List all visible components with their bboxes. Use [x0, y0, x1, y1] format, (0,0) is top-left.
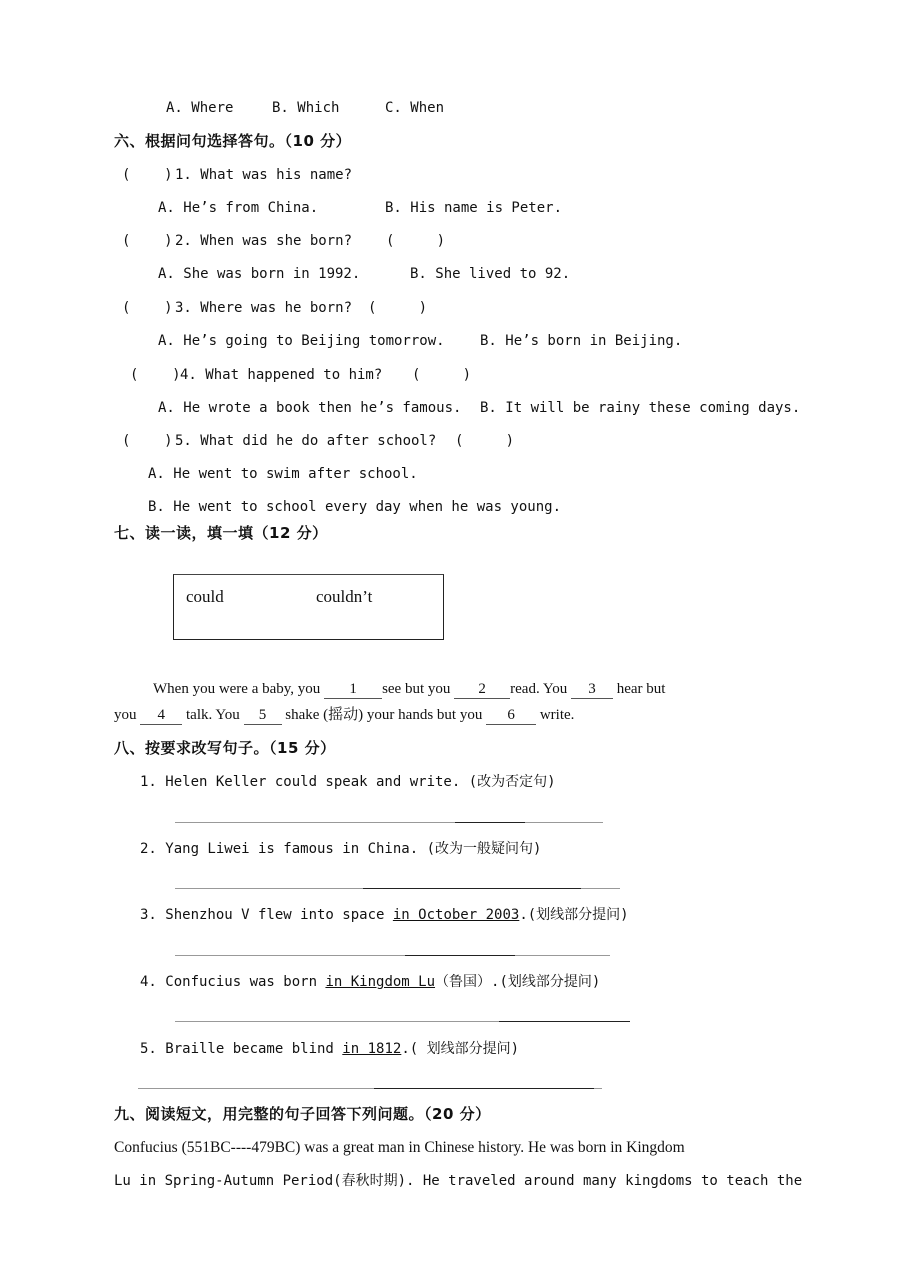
passage-line-1 [153, 680, 665, 699]
passage-text: shake (摇动) your hands but you [281, 707, 487, 723]
answer-bracket[interactable]: ( ) [130, 367, 181, 383]
section9-title: 九、阅读短文，用完整的句子回答下列问题。（20 分） [114, 1105, 491, 1123]
passage-text: you [114, 707, 141, 723]
option-a: A. Where [166, 100, 234, 116]
passage-line-2 [114, 706, 574, 725]
item-instruction: .( 划线部分提问) [401, 1041, 520, 1057]
word-bank-box [173, 574, 444, 640]
trailing-bracket: ( ) [368, 300, 428, 316]
answer-bracket[interactable]: ( ) [122, 167, 173, 183]
answer-bracket[interactable]: ( ) [122, 300, 173, 316]
q2-option-b: B. She lived to 92. [410, 266, 571, 282]
underlined-phrase: in Kingdom Lu [325, 974, 436, 990]
reading-line-2: Lu in Spring-Autumn Period(春秋时期). He traveled around many kingdoms to teach the [114, 1173, 803, 1189]
answer-line-1[interactable] [175, 822, 603, 823]
answer-bracket[interactable]: ( ) [122, 233, 173, 249]
section6-title: 六、根据问句选择答句。（10 分） [114, 132, 352, 150]
passage-text: write. [536, 707, 575, 723]
item-instruction: （鲁国）.(划线部分提问) [435, 974, 601, 990]
blank-3[interactable]: 3 [571, 680, 613, 699]
item-text: 5. Braille became blind [140, 1041, 343, 1057]
rewrite-item-5 [140, 1040, 519, 1058]
section7-title: 七、读一读，填一填（12 分） [114, 524, 328, 542]
item-instruction: (改为否定句) [460, 774, 556, 790]
underlined-phrase: in October 2003 [392, 907, 520, 923]
item-instruction: .(划线部分提问) [519, 907, 629, 923]
reading-line-1: Confucius (551BC----479BC) was a great man in Chinese history. He was born in Kingdom [114, 1139, 685, 1156]
question-2: 2. When was she born? [175, 233, 353, 249]
blank-4[interactable]: 4 [140, 706, 182, 725]
passage-text: When you were a baby, you [153, 681, 325, 697]
answer-line-5[interactable] [138, 1088, 602, 1089]
option-c: C. When [385, 100, 445, 116]
q4-option-a: A. He wrote a book then he’s famous. [158, 400, 462, 416]
answer-bracket[interactable]: ( ) [122, 433, 173, 449]
blank-1[interactable]: 1 [324, 680, 382, 699]
passage-text: talk. You [182, 707, 244, 723]
question-1: 1. What was his name? [175, 167, 353, 183]
section8-title: 八、按要求改写句子。（15 分） [114, 739, 336, 757]
rewrite-item-2 [140, 840, 541, 858]
word-could: could [186, 587, 224, 606]
q5-option-a: A. He went to swim after school. [148, 466, 418, 482]
item-text: 4. Confucius was born [140, 974, 326, 990]
blank-6[interactable]: 6 [486, 706, 536, 725]
q2-option-a: A. She was born in 1992. [158, 266, 361, 282]
question-5: 5. What did he do after school? [175, 433, 437, 449]
item-text: 3. Shenzhou V flew into space [140, 907, 393, 923]
answer-line-3[interactable] [175, 955, 610, 956]
passage-text: read. You [510, 681, 571, 697]
answer-line-4[interactable] [175, 1021, 630, 1022]
q3-option-a: A. He’s going to Beijing tomorrow. [158, 333, 445, 349]
q5-option-b: B. He went to school every day when he was young. [148, 499, 562, 515]
q1-option-b: B. His name is Peter. [385, 200, 563, 216]
rewrite-item-4 [140, 973, 600, 991]
blank-2[interactable]: 2 [454, 680, 510, 699]
item-instruction: (改为一般疑问句) [418, 841, 542, 857]
item-text: 1. Helen Keller could speak and write. [140, 774, 461, 790]
passage-text: see but you [382, 681, 455, 697]
question-4: 4. What happened to him? [180, 367, 383, 383]
underlined-phrase: in 1812 [342, 1041, 402, 1057]
q4-option-b: B. It will be rainy these coming days. [480, 400, 801, 416]
trailing-bracket: ( ) [412, 367, 472, 383]
rewrite-item-1 [140, 773, 556, 791]
word-couldnt: couldn’t [316, 587, 373, 606]
trailing-bracket: ( ) [386, 233, 446, 249]
trailing-bracket: ( ) [455, 433, 515, 449]
rewrite-item-3 [140, 906, 629, 924]
blank-5[interactable]: 5 [244, 706, 282, 725]
item-text: 2. Yang Liwei is famous in China. [140, 841, 419, 857]
answer-line-2[interactable] [175, 888, 620, 889]
option-b: B. Which [272, 100, 340, 116]
q1-option-a: A. He’s from China. [158, 200, 319, 216]
q3-option-b: B. He’s born in Beijing. [480, 333, 683, 349]
question-3: 3. Where was he born? [175, 300, 353, 316]
passage-text: hear but [612, 681, 666, 697]
